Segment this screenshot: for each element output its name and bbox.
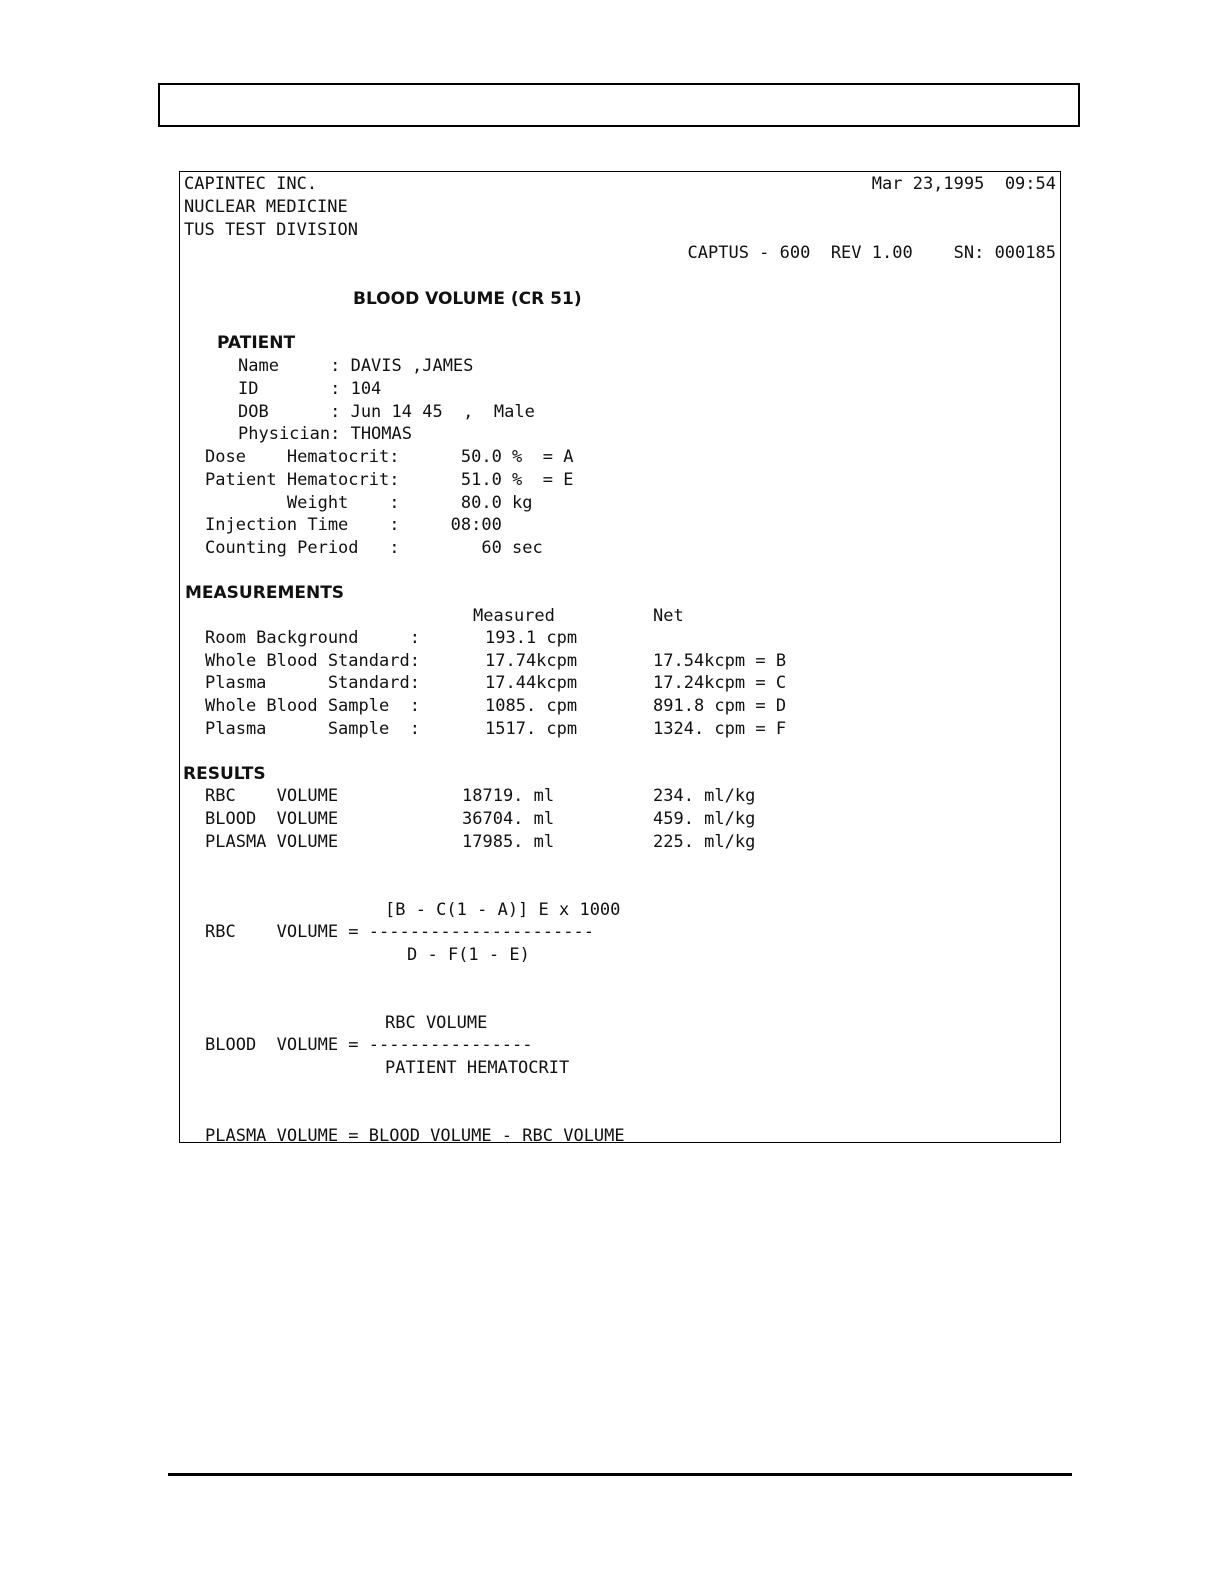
rbc-formula-line: RBC VOLUME = ---------------------- [205, 922, 594, 942]
report-datetime: Mar 23,1995 09:54 [871, 174, 1056, 194]
report-printout [179, 171, 1061, 1143]
blood-formula-numerator: RBC VOLUME [385, 1013, 488, 1033]
patient-id: ID : 104 [238, 379, 382, 399]
measurement-net: 1324. cpm = F [653, 719, 787, 739]
results-heading: RESULTS [183, 764, 266, 784]
result-label: BLOOD VOLUME [205, 809, 339, 829]
department: NUCLEAR MEDICINE [184, 197, 348, 217]
patient-name: Name : DAVIS ,JAMES [238, 356, 474, 376]
measurement-net: 891.8 cpm = D [653, 696, 787, 716]
patient-heading: PATIENT [217, 333, 296, 353]
blood-formula-denominator: PATIENT HEMATOCRIT [385, 1058, 570, 1078]
result-ml: 18719. ml [462, 786, 555, 806]
measurement-label: Plasma Sample : [205, 719, 420, 739]
result-ml: 36704. ml [462, 809, 555, 829]
measurement-label: Whole Blood Sample : [205, 696, 420, 716]
patient-dob: DOB : Jun 14 45 , Male [238, 402, 535, 422]
dose-hematocrit: Dose Hematocrit: 50.0 % = A [205, 447, 574, 467]
patient-physician: Physician: THOMAS [238, 424, 412, 444]
net-column-header: Net [653, 606, 684, 626]
measurement-measured: 193.1 cpm [485, 628, 578, 648]
division: TUS TEST DIVISION [184, 220, 358, 240]
measurements-heading: MEASUREMENTS [185, 583, 345, 603]
blood-formula-line: BLOOD VOLUME = ---------------- [205, 1035, 533, 1055]
measurement-measured: 1085. cpm [485, 696, 578, 716]
measurement-measured: 1517. cpm [485, 719, 578, 739]
result-ml: 17985. ml [462, 832, 555, 852]
plasma-formula-line: PLASMA VOLUME = BLOOD VOLUME - RBC VOLUME [205, 1126, 625, 1143]
footer-rule [168, 1473, 1072, 1476]
measurement-measured: 17.44kcpm [485, 673, 578, 693]
company-name: CAPINTEC INC. [184, 174, 318, 194]
measurement-label: Plasma Standard: [205, 673, 420, 693]
result-ml-per-kg: 234. ml/kg [653, 786, 756, 806]
result-ml-per-kg: 459. ml/kg [653, 809, 756, 829]
measurement-measured: 17.74kcpm [485, 651, 578, 671]
patient-hematocrit: Patient Hematocrit: 51.0 % = E [205, 470, 574, 490]
measurement-net: 17.24kcpm = C [653, 673, 787, 693]
report-title: BLOOD VOLUME (CR 51) [353, 289, 582, 309]
injection-time: Injection Time : 08:00 [205, 515, 502, 535]
result-label: RBC VOLUME [205, 786, 339, 806]
measurement-net: 17.54kcpm = B [653, 651, 787, 671]
rbc-formula-numerator: [B - C(1 - A)] E x 1000 [385, 900, 621, 920]
patient-weight: Weight : 80.0 kg [205, 493, 533, 513]
result-ml-per-kg: 225. ml/kg [653, 832, 756, 852]
measurement-label: Room Background : [205, 628, 420, 648]
counting-period: Counting Period : 60 sec [205, 538, 543, 558]
measured-column-header: Measured [473, 606, 555, 626]
measurement-label: Whole Blood Standard: [205, 651, 420, 671]
rbc-formula-denominator: D - F(1 - E) [407, 945, 530, 965]
device-info: CAPTUS - 600 REV 1.00 SN: 000185 [687, 243, 1056, 263]
result-label: PLASMA VOLUME [205, 832, 339, 852]
page-header-box [158, 83, 1080, 127]
